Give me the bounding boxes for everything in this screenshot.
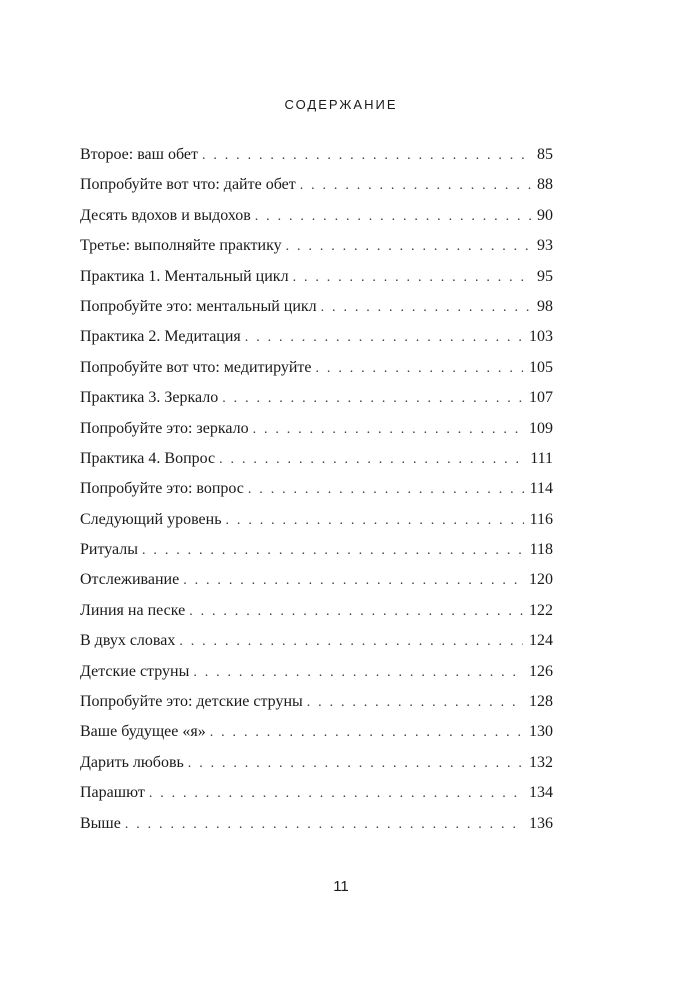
toc-entry-title: Линия на песке — [80, 601, 186, 619]
toc-entry-title: Десять вдохов и выдохов — [80, 206, 251, 224]
toc-entry-page: 134 — [529, 784, 553, 802]
running-head: СОДЕРЖАНИЕ — [284, 97, 398, 112]
toc-entry — [80, 262, 553, 292]
toc-entry-title: Попробуйте это: ментальный цикл — [80, 297, 317, 315]
toc-entry-title: Попробуйте вот что: медитируйте — [80, 358, 312, 376]
dot-leader — [307, 688, 523, 718]
toc-entry-title: Попробуйте это: детские струны — [80, 693, 303, 711]
toc-entry — [80, 474, 553, 504]
dot-leader — [316, 354, 523, 384]
toc-entry-title: Выше — [80, 814, 121, 832]
toc-entry — [80, 414, 553, 444]
page-number: 11 — [333, 878, 349, 895]
dot-leader — [193, 658, 523, 688]
toc-entry-page: 98 — [537, 297, 553, 315]
toc-entry-title: Ритуалы — [80, 541, 139, 559]
toc-entry — [80, 565, 553, 595]
toc-entry — [80, 535, 553, 565]
toc-entry — [80, 444, 553, 474]
dot-leader — [189, 597, 523, 627]
toc-entry — [80, 717, 553, 747]
toc-entry-page: 95 — [537, 267, 553, 285]
dot-leader — [188, 749, 523, 779]
toc-entry-page: 90 — [537, 206, 553, 224]
toc-entry-page: 103 — [529, 328, 553, 346]
dot-leader — [245, 323, 523, 353]
toc-entry-title: В двух словах — [80, 632, 176, 650]
toc-entry-title: Парашют — [80, 784, 145, 802]
toc-entry-title: Практика 1. Ментальный цикл — [80, 267, 289, 285]
toc-entry — [80, 809, 553, 839]
dot-leader — [286, 232, 531, 262]
toc-entry — [80, 687, 553, 717]
toc-entry-page: 114 — [529, 480, 553, 498]
dot-leader — [210, 718, 523, 748]
toc-entry — [80, 322, 553, 352]
toc-entry-page: 93 — [537, 237, 553, 255]
toc-entry-page: 85 — [537, 146, 553, 163]
toc-entry-page: 88 — [537, 176, 553, 194]
toc-entry-page: 116 — [529, 510, 553, 528]
toc-entry — [80, 626, 553, 656]
dot-leader — [125, 810, 523, 840]
toc-entry-title: Попробуйте это: зеркало — [80, 419, 249, 437]
toc-entry — [80, 170, 553, 200]
toc-entry-title: Попробуйте это: вопрос — [80, 480, 244, 498]
toc-entry-page: 132 — [529, 753, 553, 771]
toc-entry — [80, 596, 553, 626]
toc-entry-page: 128 — [529, 693, 553, 711]
dot-leader — [293, 263, 531, 293]
toc-entry-title: Дарить любовь — [80, 753, 184, 771]
toc-entry-page: 126 — [529, 662, 553, 680]
toc-entry — [80, 201, 553, 231]
toc-entry — [80, 353, 553, 383]
dot-leader — [219, 445, 524, 475]
toc-entry-title: Попробуйте вот что: дайте обет — [80, 176, 296, 194]
dot-leader — [253, 415, 523, 445]
toc-entry-page: 109 — [529, 419, 553, 437]
dot-leader — [321, 293, 531, 323]
toc-entry-title: Практика 3. Зеркало — [80, 389, 219, 407]
toc-entry — [80, 383, 553, 413]
dot-leader — [149, 779, 523, 809]
toc-entry — [80, 505, 553, 535]
toc-entry-title: Практика 4. Вопрос — [80, 449, 216, 467]
toc-entry-page: 105 — [529, 358, 553, 376]
toc-entry-page: 120 — [529, 571, 553, 589]
toc-entry-title: Практика 2. Медитация — [80, 328, 241, 346]
table-of-contents — [80, 140, 553, 839]
toc-entry — [80, 748, 553, 778]
toc-entry-page: 124 — [529, 632, 553, 650]
toc-entry-title: Следующий уровень — [80, 510, 222, 528]
toc-entry — [80, 231, 553, 261]
toc-entry — [80, 292, 553, 322]
dot-leader — [248, 475, 524, 505]
dot-leader — [226, 506, 524, 536]
dot-leader — [183, 566, 523, 596]
dot-leader — [179, 627, 523, 657]
toc-entry-title: Отслеживание — [80, 571, 180, 589]
toc-entry — [80, 657, 553, 687]
toc-entry-title: Третье: выполняйте практику — [80, 237, 282, 255]
toc-entry-page: 111 — [530, 449, 553, 467]
toc-entry — [80, 140, 553, 170]
toc-entry-title: Детские струны — [80, 662, 190, 680]
toc-entry — [80, 778, 553, 808]
dot-leader — [255, 202, 531, 232]
toc-entry-title: Ваше будущее «я» — [80, 723, 206, 741]
toc-entry-page: 107 — [529, 389, 553, 407]
toc-entry-page: 118 — [529, 541, 553, 559]
toc-entry-page: 136 — [529, 814, 553, 832]
toc-entry-title: Второе: ваш обет — [80, 146, 198, 163]
dot-leader — [222, 384, 523, 414]
dot-leader — [300, 171, 531, 201]
toc-entry-page: 122 — [529, 601, 553, 619]
dot-leader — [142, 536, 524, 566]
toc-entry-page: 130 — [529, 723, 553, 741]
dot-leader — [202, 141, 531, 171]
